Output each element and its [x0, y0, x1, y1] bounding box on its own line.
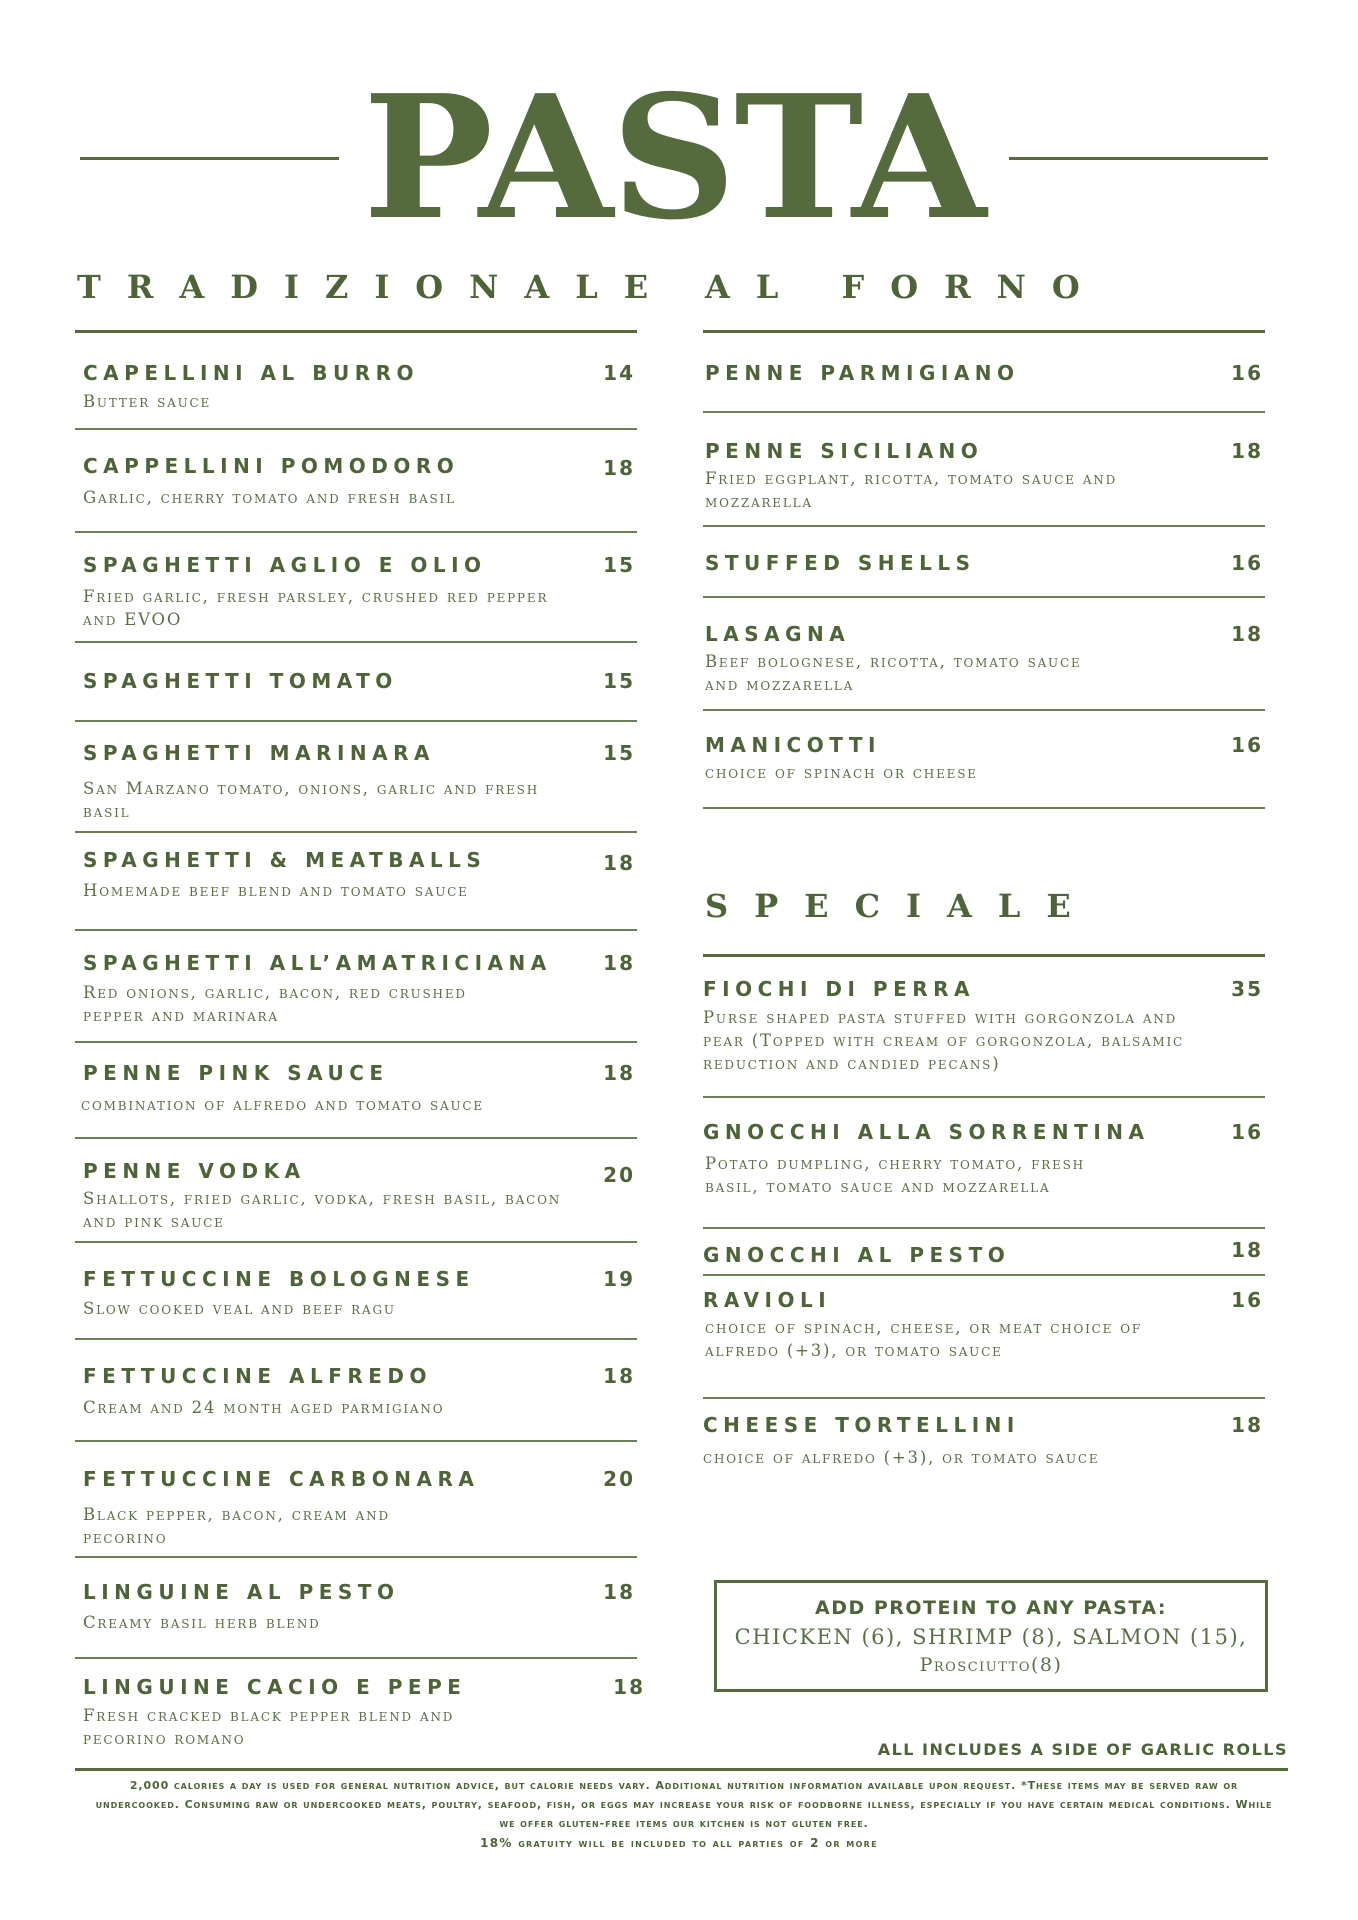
nutrition-disclaimer: 2,000 calories a day is used for general nutrition advice, but calorie needs vary. Additional nutrition information available upon request. *These items may be served raw or undercooked. Consuming raw or undercooked meats, poultry, seafood, fish, or eggs may increase your risk of foodborne illness, especially if you have certain medical conditions. While we offer gluten-free items our kitchen is not gluten free. — [95, 1779, 1273, 1830]
item-name: FIOCHI DI PERRA — [703, 977, 976, 1001]
menu-item — [75, 1442, 637, 1558]
item-description: choice of alfredo (+3), or tomato sauce — [703, 1448, 1100, 1467]
menu-item — [703, 1399, 1265, 1499]
menu-item — [75, 833, 637, 931]
item-price: 15 — [603, 553, 635, 577]
item-name: STUFFED SHELLS — [705, 551, 976, 575]
item-description: choice of spinach, cheese, or meat choice of alfredo (+3), or tomato sauce — [705, 1318, 1142, 1360]
item-name: RAVIOLI — [703, 1288, 832, 1312]
item-name: SPAGHETTI TOMATO — [83, 669, 398, 693]
title-rule-right — [1009, 157, 1268, 160]
item-price: 18 — [603, 1580, 635, 1604]
menu-item — [703, 711, 1265, 809]
menu-item — [703, 1098, 1265, 1229]
title-rule-left — [80, 157, 339, 160]
item-price: 18 — [603, 1364, 635, 1388]
item-description: Fried eggplant, ricotta, tomato sauce and mozzarella — [705, 469, 1118, 511]
page-title: PASTA — [363, 58, 985, 258]
menu-item — [75, 1139, 637, 1243]
menu-item — [75, 533, 637, 643]
menu-item — [75, 1043, 637, 1139]
item-price: 15 — [603, 669, 635, 693]
item-description: combination of alfredo and tomato sauce — [81, 1095, 484, 1114]
item-description: Butter sauce — [83, 392, 212, 411]
item-name: LINGUINE CACIO E PEPE — [83, 1675, 467, 1699]
item-description: Black pepper, bacon, cream and pecorino — [83, 1505, 390, 1547]
item-description: Garlic, cherry tomato and fresh basil — [83, 488, 456, 507]
item-name: PENNE VODKA — [83, 1159, 306, 1183]
protein-title: ADD PROTEIN TO ANY PASTA: — [814, 1597, 1167, 1619]
item-name: CAPELLINI AL BURRO — [83, 361, 420, 385]
item-name: GNOCCHI ALLA SORRENTINA — [703, 1120, 1150, 1144]
item-description: Creamy basil herb blend — [83, 1613, 321, 1632]
item-name: SPAGHETTI AGLIO E OLIO — [83, 553, 487, 577]
item-price: 16 — [1231, 733, 1263, 757]
menu-item — [703, 1229, 1265, 1276]
speciale-list — [703, 954, 1265, 1499]
menu-item — [703, 598, 1265, 711]
section-heading-speciale: SPECIALE — [705, 887, 1097, 925]
item-name: PENNE PARMIGIANO — [705, 361, 1020, 385]
menu-item — [75, 722, 637, 833]
section-heading-al-forno: AL FORNO — [705, 268, 1106, 306]
protein-options: CHICKEN (6), SHRIMP (8), SALMON (15), — [734, 1625, 1248, 1649]
item-price: 18 — [603, 851, 635, 875]
menu-item — [75, 1340, 637, 1442]
item-price: 19 — [603, 1267, 635, 1291]
item-name: LASAGNA — [705, 622, 851, 646]
item-name: SPAGHETTI ALL’AMATRICIANA — [83, 951, 552, 975]
al-forno-list — [703, 330, 1265, 809]
item-price: 14 — [603, 361, 635, 385]
item-description: Purse shaped pasta stuffed with gorgonzola and pear (Topped with cream of gorgonzola, balsamic reduction and candied pecans) — [703, 1008, 1185, 1073]
item-price: 18 — [603, 951, 635, 975]
footer-rule — [75, 1768, 1288, 1771]
menu-item — [75, 931, 637, 1043]
menu-item — [703, 527, 1265, 598]
item-price: 18 — [1231, 1238, 1263, 1262]
item-description: Beef bolognese, ricotta, tomato sauce and mozzarella — [705, 652, 1082, 694]
item-price: 18 — [1231, 1413, 1263, 1437]
item-name: CHEESE TORTELLINI — [703, 1413, 1020, 1437]
item-description: Red onions, garlic, bacon, red crushed pepper and marinara — [83, 983, 467, 1025]
item-price: 15 — [603, 741, 635, 765]
item-name: SPAGHETTI & MEATBALLS — [83, 848, 487, 872]
item-name: FETTUCCINE ALFREDO — [83, 1364, 433, 1388]
menu-item — [703, 957, 1265, 1098]
item-price: 16 — [1231, 361, 1263, 385]
menu-item — [703, 333, 1265, 413]
menu-item — [75, 1243, 637, 1340]
tradizionale-list — [75, 330, 645, 1759]
item-price: 16 — [1231, 1288, 1263, 1312]
menu-item — [703, 413, 1265, 527]
menu-item — [75, 1659, 645, 1759]
item-price: 20 — [603, 1467, 635, 1491]
item-description: Slow cooked veal and beef ragu — [83, 1299, 396, 1318]
item-price: 16 — [1231, 1120, 1263, 1144]
item-description: Potato dumpling, cherry tomato, fresh basil, tomato sauce and mozzarella — [705, 1154, 1085, 1196]
item-price: 18 — [603, 456, 635, 480]
protein-options-extra: Prosciutto(8) — [919, 1654, 1063, 1676]
garlic-rolls-note: ALL INCLUDES A SIDE OF GARLIC ROLLS — [877, 1740, 1288, 1759]
item-price: 18 — [603, 1061, 635, 1085]
item-price: 18 — [1231, 439, 1263, 463]
item-name: PENNE PINK SAUCE — [83, 1061, 389, 1085]
item-name: PENNE SICILIANO — [705, 439, 984, 463]
item-price: 16 — [1231, 551, 1263, 575]
item-price: 35 — [1231, 977, 1263, 1001]
item-description: Cream and 24 month aged parmigiano — [83, 1398, 445, 1417]
add-protein-box — [714, 1580, 1268, 1692]
section-heading-tradizionale: TRADIZIONALE — [77, 268, 675, 306]
item-name: MANICOTTI — [705, 733, 881, 757]
item-name: FETTUCCINE CARBONARA — [83, 1467, 480, 1491]
item-price: 18 — [613, 1675, 645, 1699]
item-name: GNOCCHI AL PESTO — [703, 1243, 1011, 1267]
item-name: SPAGHETTI MARINARA — [83, 741, 435, 765]
item-description: San Marzano tomato, onions, garlic and fresh basil — [83, 779, 539, 821]
gratuity-note: 18% gratuity will be included to all parties of 2 or more — [480, 1836, 878, 1850]
item-name: FETTUCCINE BOLOGNESE — [83, 1267, 475, 1291]
item-description: Homemade beef blend and tomato sauce — [83, 881, 469, 900]
item-price: 18 — [1231, 622, 1263, 646]
item-name: CAPPELLINI POMODORO — [83, 454, 460, 478]
menu-item — [75, 643, 637, 722]
menu-item — [75, 333, 637, 430]
menu-item — [75, 430, 637, 533]
item-description: choice of spinach or cheese — [705, 763, 978, 782]
title-bar — [80, 58, 1268, 258]
item-price: 20 — [603, 1163, 635, 1187]
menu-item — [703, 1276, 1265, 1399]
item-description: Fresh cracked black pepper blend and pecorino romano — [83, 1706, 455, 1748]
item-description: Fried garlic, fresh parsley, crushed red pepper and EVOO — [83, 587, 549, 629]
item-name: LINGUINE AL PESTO — [83, 1580, 400, 1604]
item-description: Shallots, fried garlic, vodka, fresh basil, bacon and pink sauce — [83, 1189, 562, 1231]
menu-item — [75, 1558, 637, 1659]
